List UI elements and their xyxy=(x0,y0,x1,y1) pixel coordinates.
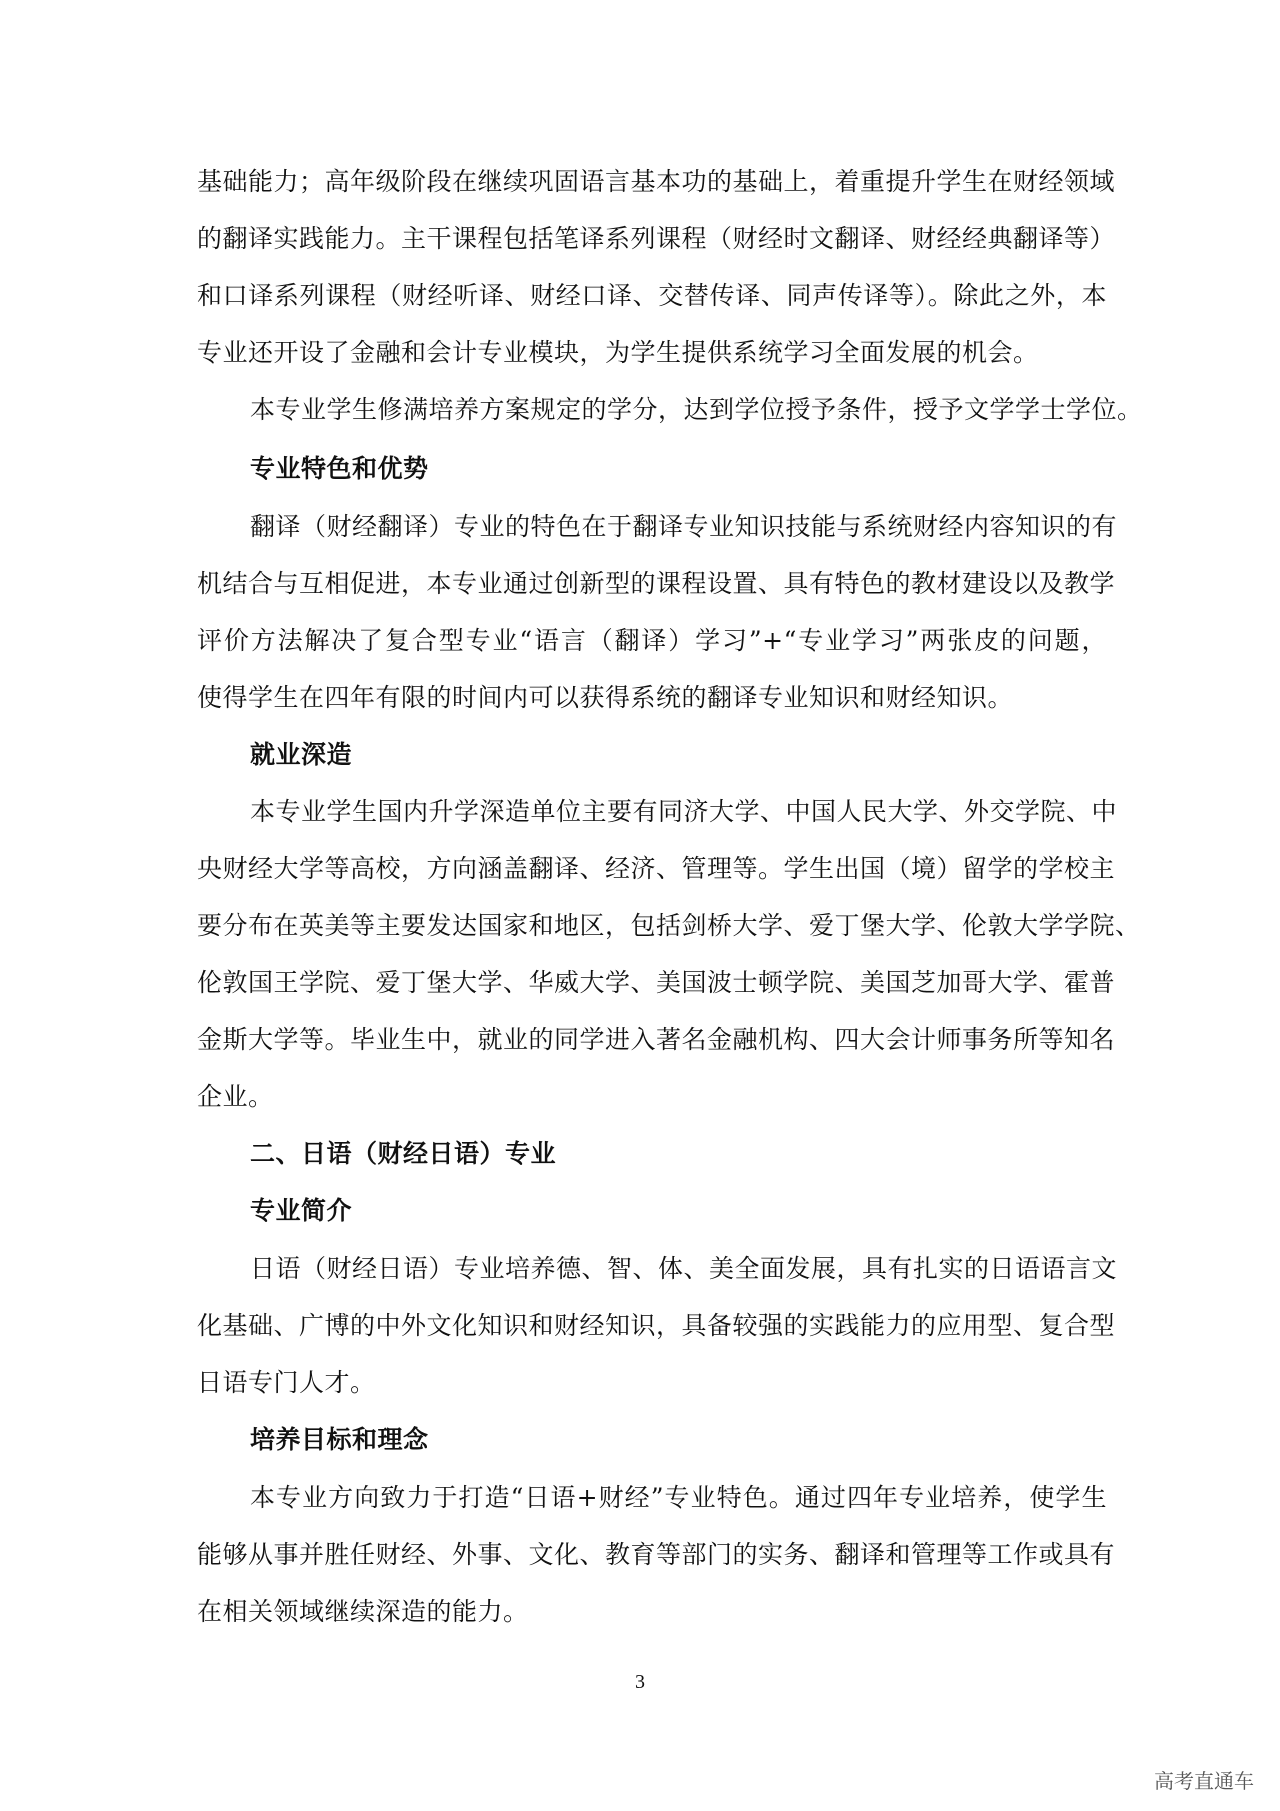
text-line: 央财经大学等高校，方向涵盖翻译、经济、管理等。学生出国（境）留学的学校主 xyxy=(197,854,1116,883)
text-line: 专业还开设了金融和会计专业模块，为学生提供系统学习全面发展的机会。 xyxy=(197,338,1039,367)
section-heading-goals: 培养目标和理念 xyxy=(250,1425,429,1454)
text-line: 企业。 xyxy=(197,1082,274,1111)
text-line: 日语（财经日语）专业培养德、智、体、美全面发展，具有扎实的日语语言文 xyxy=(250,1254,1118,1283)
text-line: 评价方法解决了复合型专业“语言（翻译）学习”+“专业学习”两张皮的问题， xyxy=(197,626,1107,655)
section-heading-features: 专业特色和优势 xyxy=(250,454,429,483)
text-line: 要分布在英美等主要发达国家和地区，包括剑桥大学、爱丁堡大学、伦敦大学学院、 xyxy=(197,911,1141,940)
text-line: 和口译系列课程（财经听译、财经口译、交替传译、同声传译等）。除此之外，本 xyxy=(197,281,1107,310)
text-line: 伦敦国王学院、爱丁堡大学、华威大学、美国波士顿学院、美国芝加哥大学、霍普 xyxy=(197,968,1116,997)
text-line: 本专业方向致力于打造“日语+财经”专业特色。通过四年专业培养，使学生 xyxy=(250,1483,1107,1512)
text-line: 本专业学生国内升学深造单位主要有同济大学、中国人民大学、外交学院、中 xyxy=(250,797,1118,826)
text-line: 的翻译实践能力。主干课程包括笔译系列课程（财经时文翻译、财经经典翻译等） xyxy=(197,224,1116,253)
section-heading-intro: 专业简介 xyxy=(250,1196,353,1225)
text-line: 在相关领域继续深造的能力。 xyxy=(197,1597,529,1626)
text-line: 日语专门人才。 xyxy=(197,1368,376,1397)
text-line: 化基础、广博的中外文化知识和财经知识，具备较强的实践能力的应用型、复合型 xyxy=(197,1311,1116,1340)
section-heading-japanese-major: 二、日语（财经日语）专业 xyxy=(250,1139,557,1168)
text-line: 使得学生在四年有限的时间内可以获得系统的翻译专业知识和财经知识。 xyxy=(197,683,1014,712)
text-line: 金斯大学等。毕业生中，就业的同学进入著名金融机构、四大会计师事务所等知名 xyxy=(197,1025,1116,1054)
text-line: 本专业学生修满培养方案规定的学分，达到学位授予条件，授予文学学士学位。 xyxy=(250,395,1143,424)
text-line: 机结合与互相促进，本专业通过创新型的课程设置、具有特色的教材建设以及教学 xyxy=(197,569,1116,598)
text-line: 翻译（财经翻译）专业的特色在于翻译专业知识技能与系统财经内容知识的有 xyxy=(250,512,1118,541)
watermark-text: 高考直通车 xyxy=(1154,1769,1254,1793)
text-line: 能够从事并胜任财经、外事、文化、教育等部门的实务、翻译和管理等工作或具有 xyxy=(197,1540,1116,1569)
page-number: 3 xyxy=(635,1671,645,1693)
text-line: 基础能力；高年级阶段在继续巩固语言基本功的基础上，着重提升学生在财经领域 xyxy=(197,167,1116,196)
section-heading-employment: 就业深造 xyxy=(250,740,353,769)
